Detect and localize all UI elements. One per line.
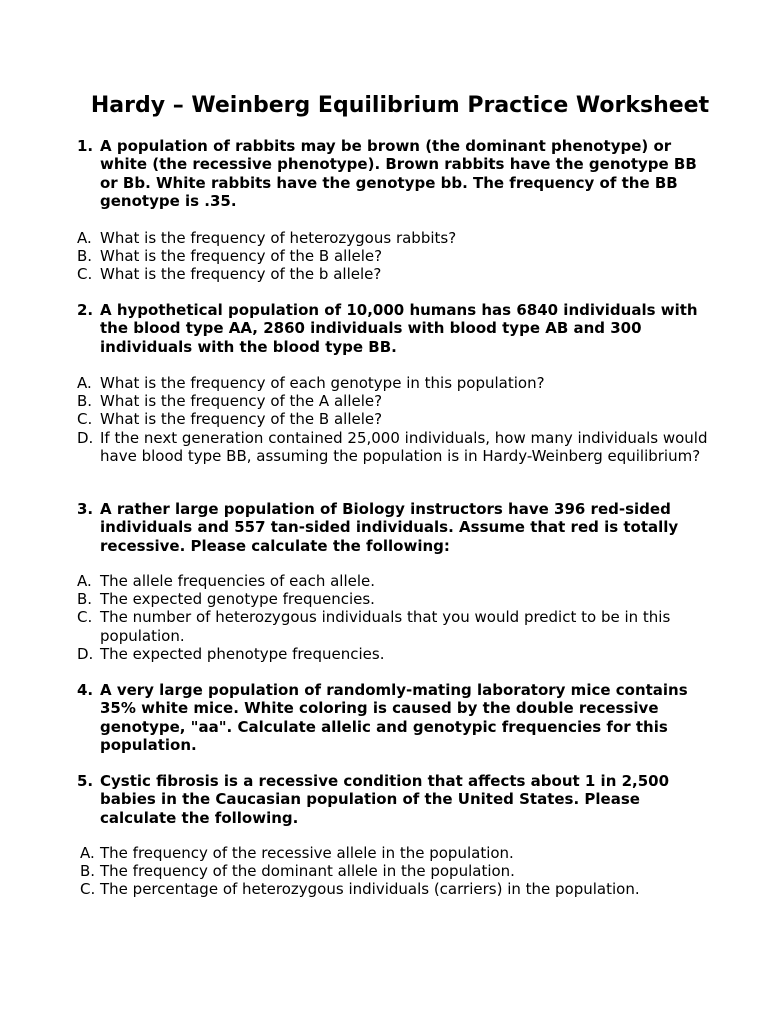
item-text: The expected phenotype frequencies. <box>100 644 385 663</box>
question-3 <box>77 500 717 555</box>
item-letter: D. <box>77 428 94 447</box>
question-1-parts <box>77 229 717 284</box>
item-letter: B. <box>77 590 93 609</box>
question-number: 1. <box>77 137 94 155</box>
item-text: What is the frequency of the A allele? <box>100 392 383 411</box>
item-text: What is the frequency of heterozygous rabbits? <box>100 229 457 247</box>
question-number: 2. <box>77 301 94 319</box>
item-text: The frequency of the dominant allele in the population. <box>100 862 515 881</box>
question-3-parts <box>77 572 717 663</box>
question-5-parts <box>77 844 717 899</box>
question-text: A population of rabbits may be brown (the dominant phenotype) or white (the recessive phenotype). Brown rabbits have the genotype BB or Bb. White rabbits have the genotype bb. The frequency of the BB genotype is .35. <box>100 137 697 210</box>
question-5 <box>77 772 717 827</box>
item-letter: A. <box>77 572 92 590</box>
page-title: Hardy – Weinberg Equilibrium Practice Worksheet <box>90 93 710 118</box>
question-number: 5. <box>77 772 94 790</box>
list-item <box>77 392 717 410</box>
question-text: A rather large population of Biology instructors have 396 red-sided individuals and 557 tan-sided individuals. Assume that red is totally recessive. Please calculate the following: <box>100 500 679 555</box>
list-item <box>77 608 717 644</box>
item-letter: A. <box>77 229 92 247</box>
item-letter: A. <box>80 844 95 862</box>
question-text: A very large population of randomly-mating laboratory mice contains 35% white mice. White coloring is caused by the double recessive genotype, "aa". Calculate allelic and genotypic frequencies for this population. <box>100 681 688 754</box>
item-text: The percentage of heterozygous individuals (carriers) in the population. <box>100 880 640 899</box>
item-text: If the next generation contained 25,000 individuals, how many individuals would have blood type BB, assuming the population is in Hardy-Weinberg equilibrium? <box>100 428 708 465</box>
question-4 <box>77 681 717 754</box>
question-text: A hypothetical population of 10,000 humans has 6840 individuals with the blood type AA, 2860 individuals with blood type AB and 300 individuals with the blood type BB. <box>100 301 698 356</box>
item-letter: C. <box>77 608 93 627</box>
item-text: The number of heterozygous individuals that you would predict to be in this population. <box>100 608 671 645</box>
item-letter: C. <box>77 410 93 429</box>
item-letter: D. <box>77 644 94 663</box>
item-letter: C. <box>80 880 96 899</box>
question-1 <box>77 137 717 210</box>
item-letter: A. <box>77 374 92 392</box>
item-text: What is the frequency of the B allele? <box>100 410 383 429</box>
list-item <box>77 880 717 898</box>
list-item <box>77 645 717 663</box>
question-number: 3. <box>77 500 94 518</box>
item-letter: C. <box>77 265 93 284</box>
item-text: What is the frequency of the B allele? <box>100 247 383 266</box>
list-item <box>77 229 717 247</box>
list-item <box>77 374 717 392</box>
item-text: What is the frequency of each genotype in this population? <box>100 374 545 392</box>
list-item <box>77 410 717 428</box>
list-item <box>77 862 717 880</box>
question-text: Cystic fibrosis is a recessive condition that affects about 1 in 2,500 babies in the Caucasian population of the United States. Please calculate the following. <box>100 772 670 827</box>
item-text: What is the frequency of the b allele? <box>100 265 382 284</box>
item-text: The allele frequencies of each allele. <box>100 572 376 590</box>
question-2 <box>77 301 717 356</box>
list-item <box>77 247 717 265</box>
question-number: 4. <box>77 681 94 699</box>
item-letter: B. <box>80 862 96 881</box>
list-item <box>77 265 717 283</box>
item-letter: B. <box>77 392 93 411</box>
list-item <box>77 572 717 590</box>
question-2-parts <box>77 374 717 465</box>
list-item <box>77 844 717 862</box>
list-item <box>77 429 717 465</box>
list-item <box>77 590 717 608</box>
item-letter: B. <box>77 247 93 266</box>
item-text: The expected genotype frequencies. <box>100 590 375 609</box>
item-text: The frequency of the recessive allele in the population. <box>100 844 514 862</box>
